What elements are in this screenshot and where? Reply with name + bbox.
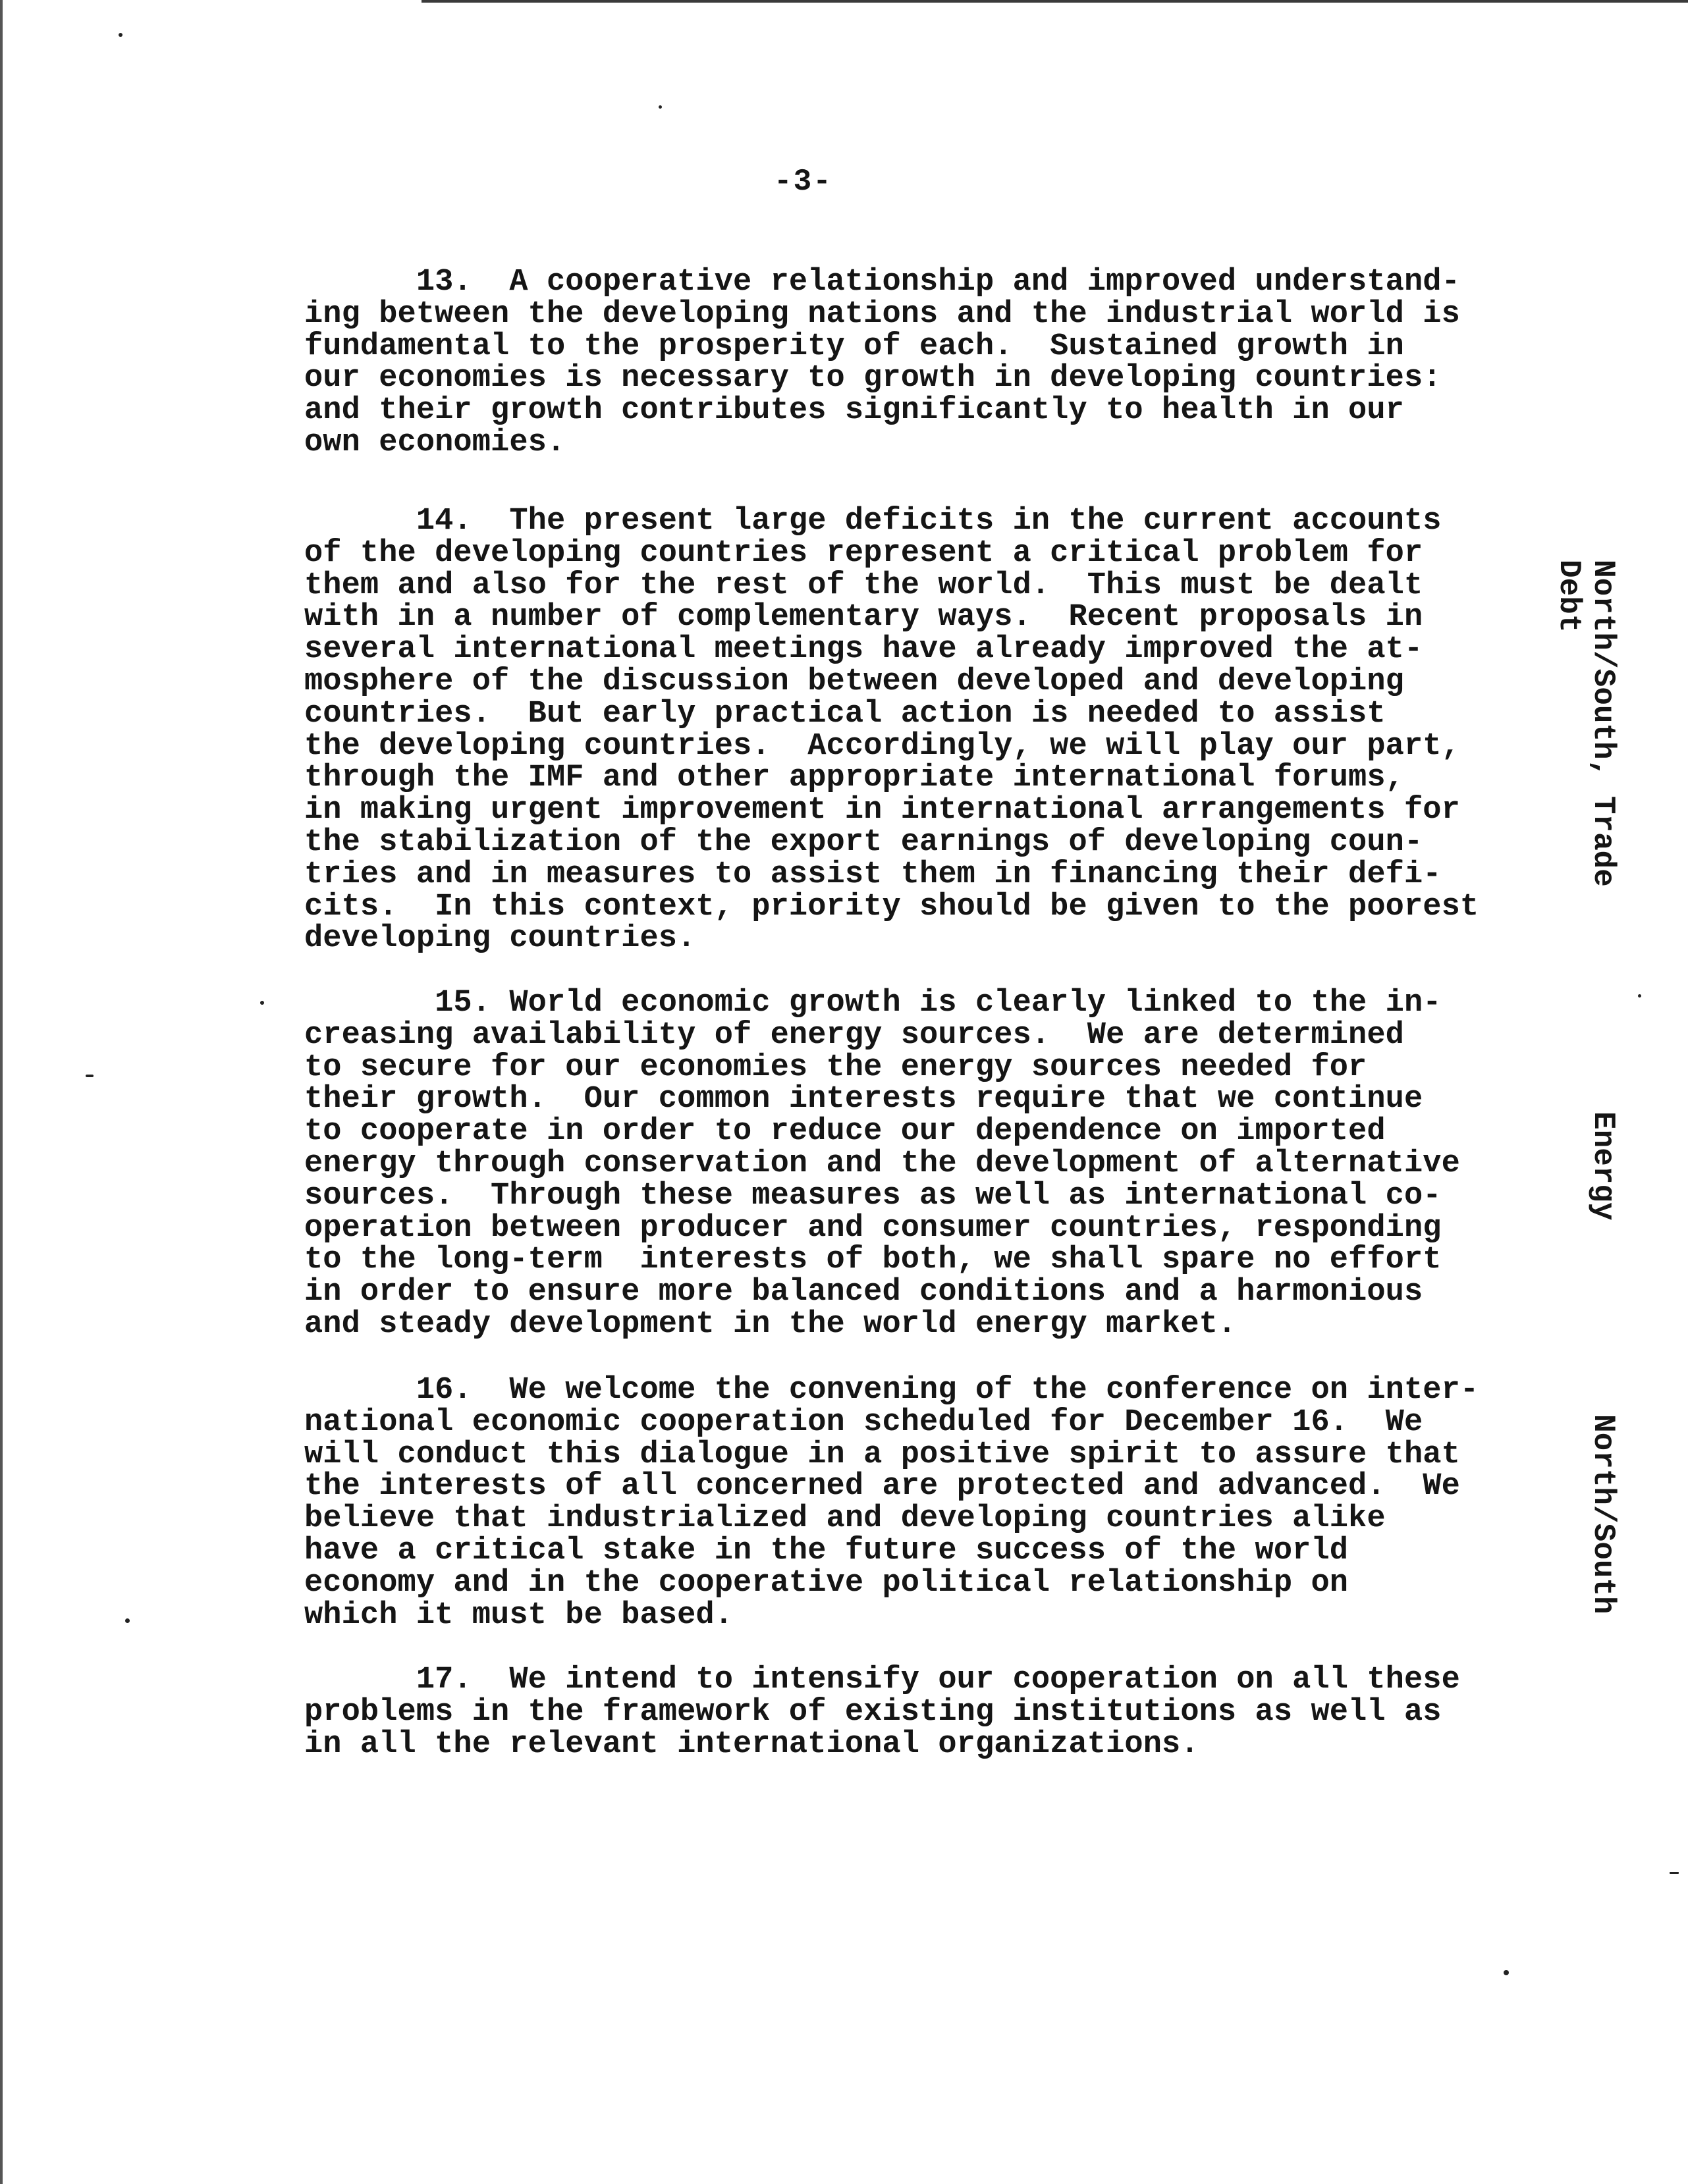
scan-speck <box>659 105 662 109</box>
scan-speck <box>260 1001 264 1005</box>
page-number: -3- <box>774 165 832 199</box>
margin-note-north-south-trade-debt: North/South, Trade Debt <box>1552 560 1620 887</box>
margin-note-energy: Energy <box>1586 1111 1620 1221</box>
scan-speck <box>1504 1970 1509 1975</box>
paragraph-15: 15. World economic growth is clearly linked to the in- creasing availability of energy sources. We are determined to secure for our economies the energy sources needed for their growth. Our common interests require that we continue to cooperate in order to reduce our dependence on imported energy through conservation and the development of alternative sources. Through these measures as well as international co- operation between producer and consumer countries, responding to the long-term interests of both, we shall spare no effort in order to ensure more balanced conditions and a harmonious and steady development in the world energy market. <box>304 986 1460 1342</box>
margin-note-north-south: North/South <box>1586 1414 1620 1614</box>
scan-speck <box>119 33 123 37</box>
paragraph-16: 16. We welcome the convening of the conference on inter- national economic cooperation scheduled for December 16. We will conduct this dialogue in a positive spirit to assure that the interests of all concerned are protected and advanced. We believe that industrialized and developing countries alike have a critical stake in the future success of the world economy and in the cooperative political relationship on which it must be based. <box>304 1373 1479 1633</box>
page-left-edge <box>0 0 3 2184</box>
paragraph-17: 17. We intend to intensify our cooperation on all these problems in the framework of existing institutions as well as in all the relevant international organizations. <box>304 1663 1460 1762</box>
paragraph-14: 14. The present large deficits in the current accounts of the developing countries represent a critical problem for them and also for the rest of the world. This must be dealt with in a number of complementary ways. Recent proposals in several international meetings have already improved the at- mosphere of the discussion between developed and developing countries. But early practical action is needed to assist the developing countries. Accordingly, we will play our part, through the IMF and other appropriate international forums, in making urgent improvement in international arrangements for the stabilization of the export earnings of developing coun- tries and in measures to assist them in financing their defi- cits. In this context, priority should be given to the poorest developing countries. <box>304 504 1479 957</box>
scan-speck <box>1638 994 1641 998</box>
paragraph-13: 13. A cooperative relationship and improved understand- ing between the developing nations and the industrial world is fundamental to the prosperity of each. Sustained growth in our economies is necessary to growth in developing countries: and their growth contributes significantly to health in our own economies. <box>304 265 1460 460</box>
scan-speck <box>125 1618 130 1623</box>
scan-speck <box>86 1075 94 1077</box>
scan-speck <box>1670 1872 1679 1874</box>
page-top-edge <box>422 0 1688 3</box>
